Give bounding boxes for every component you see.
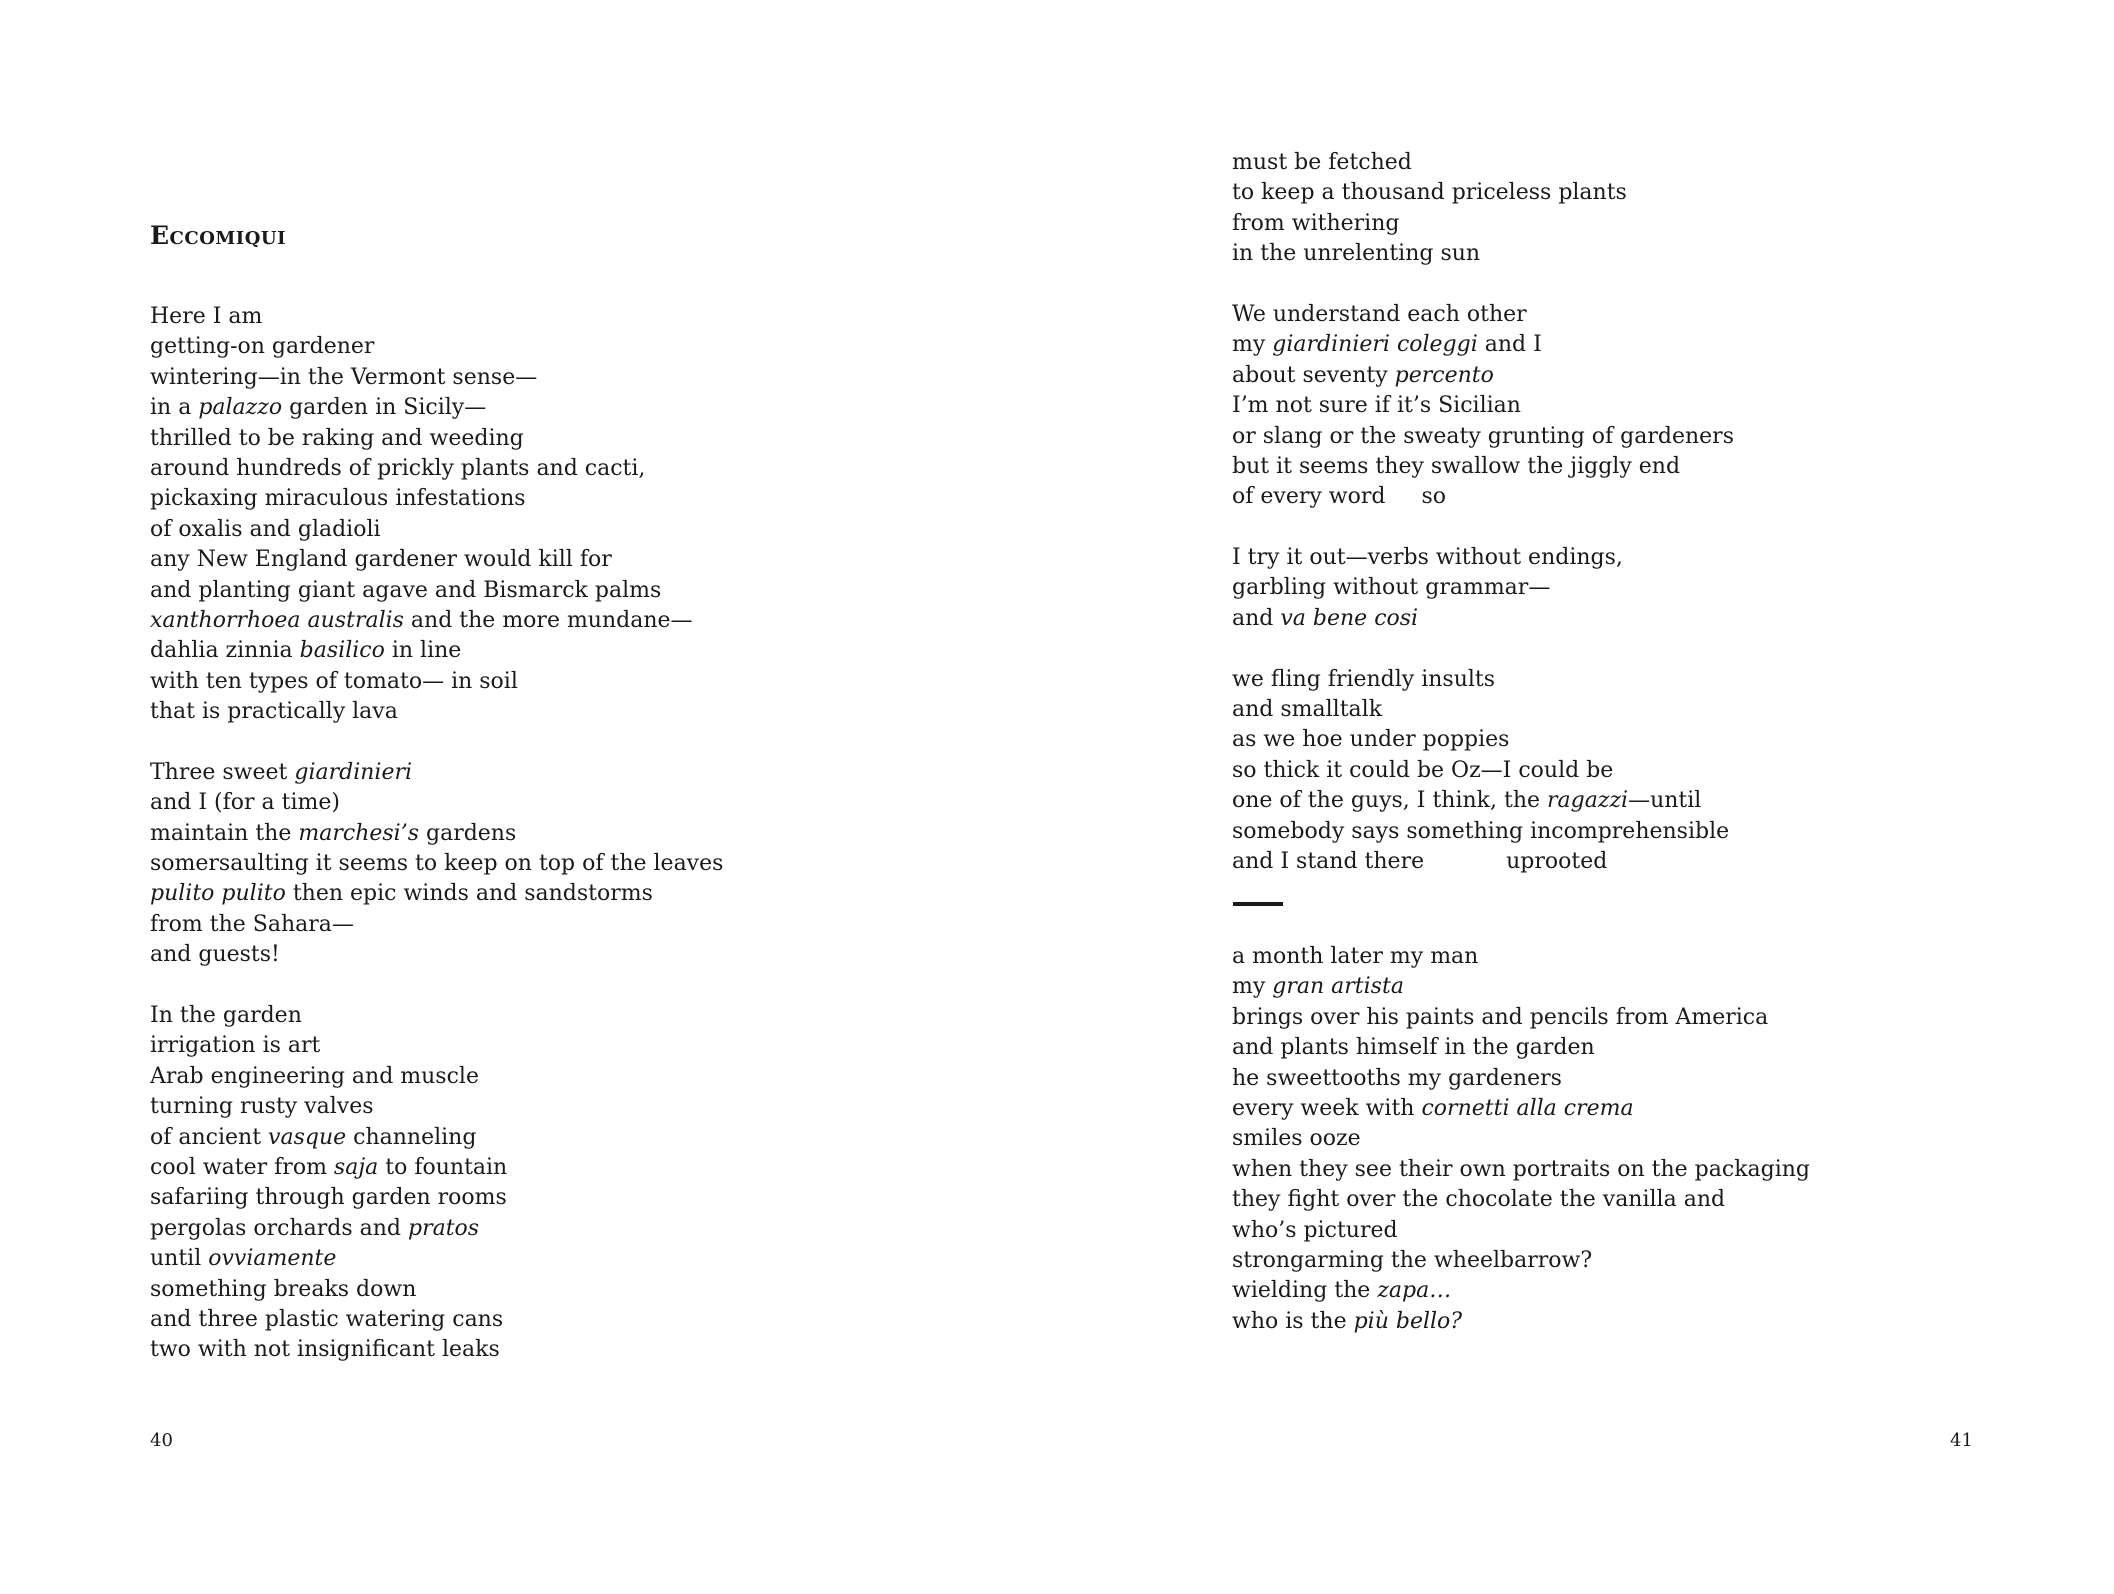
poem-line [150, 606, 723, 636]
line-text: something breaks down [150, 1276, 417, 1302]
poem-line [1232, 1003, 1810, 1033]
line-text: but it seems they swallow the jiggly end [1232, 453, 1681, 479]
poem-title: Eccomiqui [150, 221, 287, 250]
poem-line [150, 1305, 723, 1335]
poem-line [150, 515, 723, 545]
poem-line [1232, 482, 1734, 512]
stanza [1232, 148, 1734, 270]
line-text: until [150, 1246, 209, 1272]
line-text: as we hoe under poppies [1232, 727, 1510, 753]
poem-line [150, 576, 723, 606]
line-text: so thick it could be Oz—I could be [1232, 757, 1614, 783]
line-text: and smalltalk [1232, 697, 1383, 723]
poem-line [150, 1001, 723, 1031]
poem-line [150, 1031, 723, 1061]
line-text: my [1232, 974, 1273, 1000]
poem-line [150, 667, 723, 697]
poem-line [150, 1244, 723, 1274]
line-text: somebody says something incomprehensible [1232, 818, 1730, 844]
poem-line [1232, 847, 1734, 877]
line-text: when they see their own portraits on the packaging [1232, 1156, 1811, 1182]
poem-line [1232, 1033, 1810, 1063]
poem-line [1232, 148, 1734, 178]
italic-word: gran artista [1272, 974, 1404, 1000]
poem-line [150, 424, 723, 454]
italic-word: più bello? [1353, 1308, 1463, 1334]
poem-line [150, 910, 723, 940]
line-text: who’s pictured [1232, 1217, 1398, 1243]
line-text: and guests! [150, 942, 280, 968]
poem-line [150, 819, 723, 849]
stanza [1232, 300, 1734, 513]
line-text: maintain the [150, 820, 299, 846]
line-text: of oxalis and gladioli [150, 516, 381, 542]
line-text: about seventy [1232, 362, 1395, 388]
poem-line [1232, 452, 1734, 482]
line-text: smiles ooze [1232, 1126, 1361, 1152]
line-text: who is the [1232, 1308, 1354, 1334]
line-text: dahlia zinnia [150, 638, 300, 664]
line-text: Here I am [150, 304, 263, 329]
poem-line [150, 1183, 723, 1213]
line-text: and planting giant agave and Bismarck palms [150, 577, 662, 603]
poem-line [1232, 361, 1734, 391]
poem-line [1232, 665, 1734, 695]
poem-line [150, 788, 723, 818]
poem-line [1232, 1185, 1810, 1215]
line-text: and plants himself in the garden [1232, 1035, 1595, 1061]
poem-line [150, 1214, 723, 1244]
poem-line [150, 1092, 723, 1122]
line-text: thrilled to be raking and weeding [150, 425, 524, 451]
page-number-left: 40 [150, 1430, 173, 1451]
poem-line [150, 758, 723, 788]
stanza [1232, 543, 1734, 634]
stanza [150, 758, 723, 971]
line-text: —until [1628, 788, 1702, 814]
poem-line [150, 332, 723, 362]
poem-line [1232, 543, 1734, 573]
line-text: pickaxing miraculous infestations [150, 486, 526, 512]
line-text: gardens [419, 820, 517, 846]
italic-word: marchesi’s [298, 820, 419, 846]
line-text: my [1232, 332, 1273, 358]
poem-line [150, 545, 723, 575]
poem-line [150, 454, 723, 484]
line-text: and I [1477, 332, 1542, 358]
poem-line [1232, 972, 1810, 1002]
line-text: in a [150, 395, 199, 421]
line-text: from the Sahara— [150, 911, 354, 937]
line-text: and [1232, 605, 1281, 631]
poem-line [1232, 786, 1734, 816]
italic-word: giardinieri [294, 759, 413, 785]
poem-line [150, 393, 723, 423]
line-text: with ten types of tomato— in soil [150, 668, 518, 694]
italic-word: xanthorrhoea australis [150, 607, 404, 633]
line-text: cool water from [150, 1154, 334, 1180]
poem-line [1232, 1064, 1810, 1094]
line-text: we fling friendly insults [1232, 666, 1496, 692]
line-text: pergolas orchards and [150, 1215, 408, 1241]
stanza [1232, 665, 1734, 878]
poem-line [150, 1062, 723, 1092]
italic-word: pratos [408, 1215, 480, 1241]
line-text: I’m not sure if it’s Sicilian [1232, 393, 1521, 419]
poem-line [1232, 300, 1734, 330]
line-text: uprooted [1506, 848, 1608, 874]
poem-line [1232, 239, 1734, 269]
italic-word: ragazzi [1547, 788, 1629, 814]
line-text: We understand each other [1232, 301, 1527, 327]
line-text: strongarming the wheelbarrow? [1232, 1247, 1593, 1273]
poem-line [150, 363, 723, 393]
poem-line [1232, 1276, 1810, 1306]
poem-line [150, 1335, 723, 1365]
line-text: that is practically lava [150, 699, 398, 725]
line-text: and I stand there [1232, 848, 1425, 874]
poem-line [1232, 1216, 1810, 1246]
poem-body-right [1232, 148, 1734, 877]
poem-line [1232, 330, 1734, 360]
poem-line [1232, 725, 1734, 755]
italic-word: saja [333, 1154, 379, 1180]
poem-line [150, 1123, 723, 1153]
italic-word: percento [1394, 362, 1494, 388]
line-text: so [1421, 484, 1447, 510]
line-text: garbling without grammar— [1232, 575, 1551, 601]
poem-line [150, 302, 723, 332]
line-text: then epic winds and sandstorms [285, 881, 653, 907]
line-text: any New England gardener would kill for [150, 547, 612, 573]
line-text: somersaulting it seems to keep on top of the leaves [150, 851, 724, 877]
poem-line [150, 879, 723, 909]
poem-body-right-after-break [1232, 942, 1810, 1337]
poem-line [1232, 604, 1734, 634]
line-text: in line [384, 638, 462, 664]
line-text: one of the guys, I think, the [1232, 788, 1548, 814]
italic-word: zapa… [1377, 1278, 1452, 1304]
italic-word: palazzo [198, 395, 283, 421]
poem-line [1232, 942, 1810, 972]
italic-word: cornetti alla crema [1421, 1095, 1634, 1121]
line-text: to fountain [378, 1154, 508, 1180]
section-break-rule [1233, 902, 1283, 906]
line-text: turning rusty valves [150, 1094, 374, 1120]
line-text: wintering—in the Vermont sense— [150, 364, 538, 390]
italic-word: giardinieri coleggi [1272, 332, 1478, 358]
line-text: of ancient [150, 1124, 269, 1150]
line-text: In the garden [150, 1002, 302, 1028]
line-text: irrigation is art [150, 1033, 321, 1059]
line-text: around hundreds of prickly plants and cacti, [150, 455, 646, 481]
poem-body-left [150, 302, 723, 1366]
poem-line [1232, 1246, 1810, 1276]
poem-line [150, 1153, 723, 1183]
line-text: wielding the [1232, 1278, 1378, 1304]
line-text: to keep a thousand priceless plants [1232, 180, 1627, 206]
poem-line [150, 849, 723, 879]
line-text: from withering [1232, 210, 1400, 236]
page-number-right: 41 [1950, 1430, 1973, 1451]
line-text: a month later my man [1232, 944, 1479, 969]
poem-line [150, 636, 723, 666]
poem-line [1232, 573, 1734, 603]
italic-word: basilico [299, 638, 385, 664]
poem-line [1232, 1307, 1810, 1337]
line-text: they fight over the chocolate the vanilla and [1232, 1187, 1726, 1213]
italic-word: vasque [268, 1124, 347, 1150]
line-text: Three sweet [150, 759, 295, 785]
poem-line [150, 940, 723, 970]
stanza [150, 1001, 723, 1366]
poem-line [150, 484, 723, 514]
line-text: channeling [346, 1124, 477, 1150]
poem-line [1232, 1155, 1810, 1185]
poem-line [1232, 756, 1734, 786]
line-text: every week with [1232, 1095, 1422, 1121]
line-text: or slang or the sweaty grunting of gardeners [1232, 423, 1734, 449]
poem-line [1232, 817, 1734, 847]
line-text: must be fetched [1232, 150, 1412, 175]
line-text: getting-on gardener [150, 334, 375, 360]
line-text: in the unrelenting sun [1232, 241, 1481, 267]
italic-word: va bene cosi [1280, 605, 1419, 631]
stanza [1232, 942, 1810, 1337]
line-text: brings over his paints and pencils from America [1232, 1004, 1769, 1030]
poem-line [1232, 422, 1734, 452]
line-text: two with not insignificant leaks [150, 1337, 500, 1363]
line-text: and the more mundane— [403, 607, 693, 633]
line-text: and three plastic watering cans [150, 1306, 504, 1332]
line-text: Arab engineering and muscle [150, 1063, 479, 1089]
line-text: of every word [1232, 484, 1386, 510]
poem-line [1232, 178, 1734, 208]
line-text: safariing through garden rooms [150, 1185, 507, 1211]
poem-line [1232, 695, 1734, 725]
poem-line [1232, 1094, 1810, 1124]
line-text: garden in Sicily— [282, 395, 487, 421]
line-text: and I (for a time) [150, 790, 340, 816]
poem-line [1232, 209, 1734, 239]
poem-line [1232, 391, 1734, 421]
poem-line [150, 1275, 723, 1305]
poem-line [1232, 1124, 1810, 1154]
italic-word: pulito pulito [150, 881, 286, 907]
stanza [150, 302, 723, 727]
line-text: he sweettooths my gardeners [1232, 1065, 1562, 1091]
line-text: I try it out—verbs without endings, [1232, 545, 1623, 571]
poem-line [150, 697, 723, 727]
italic-word: ovviamente [208, 1246, 337, 1272]
